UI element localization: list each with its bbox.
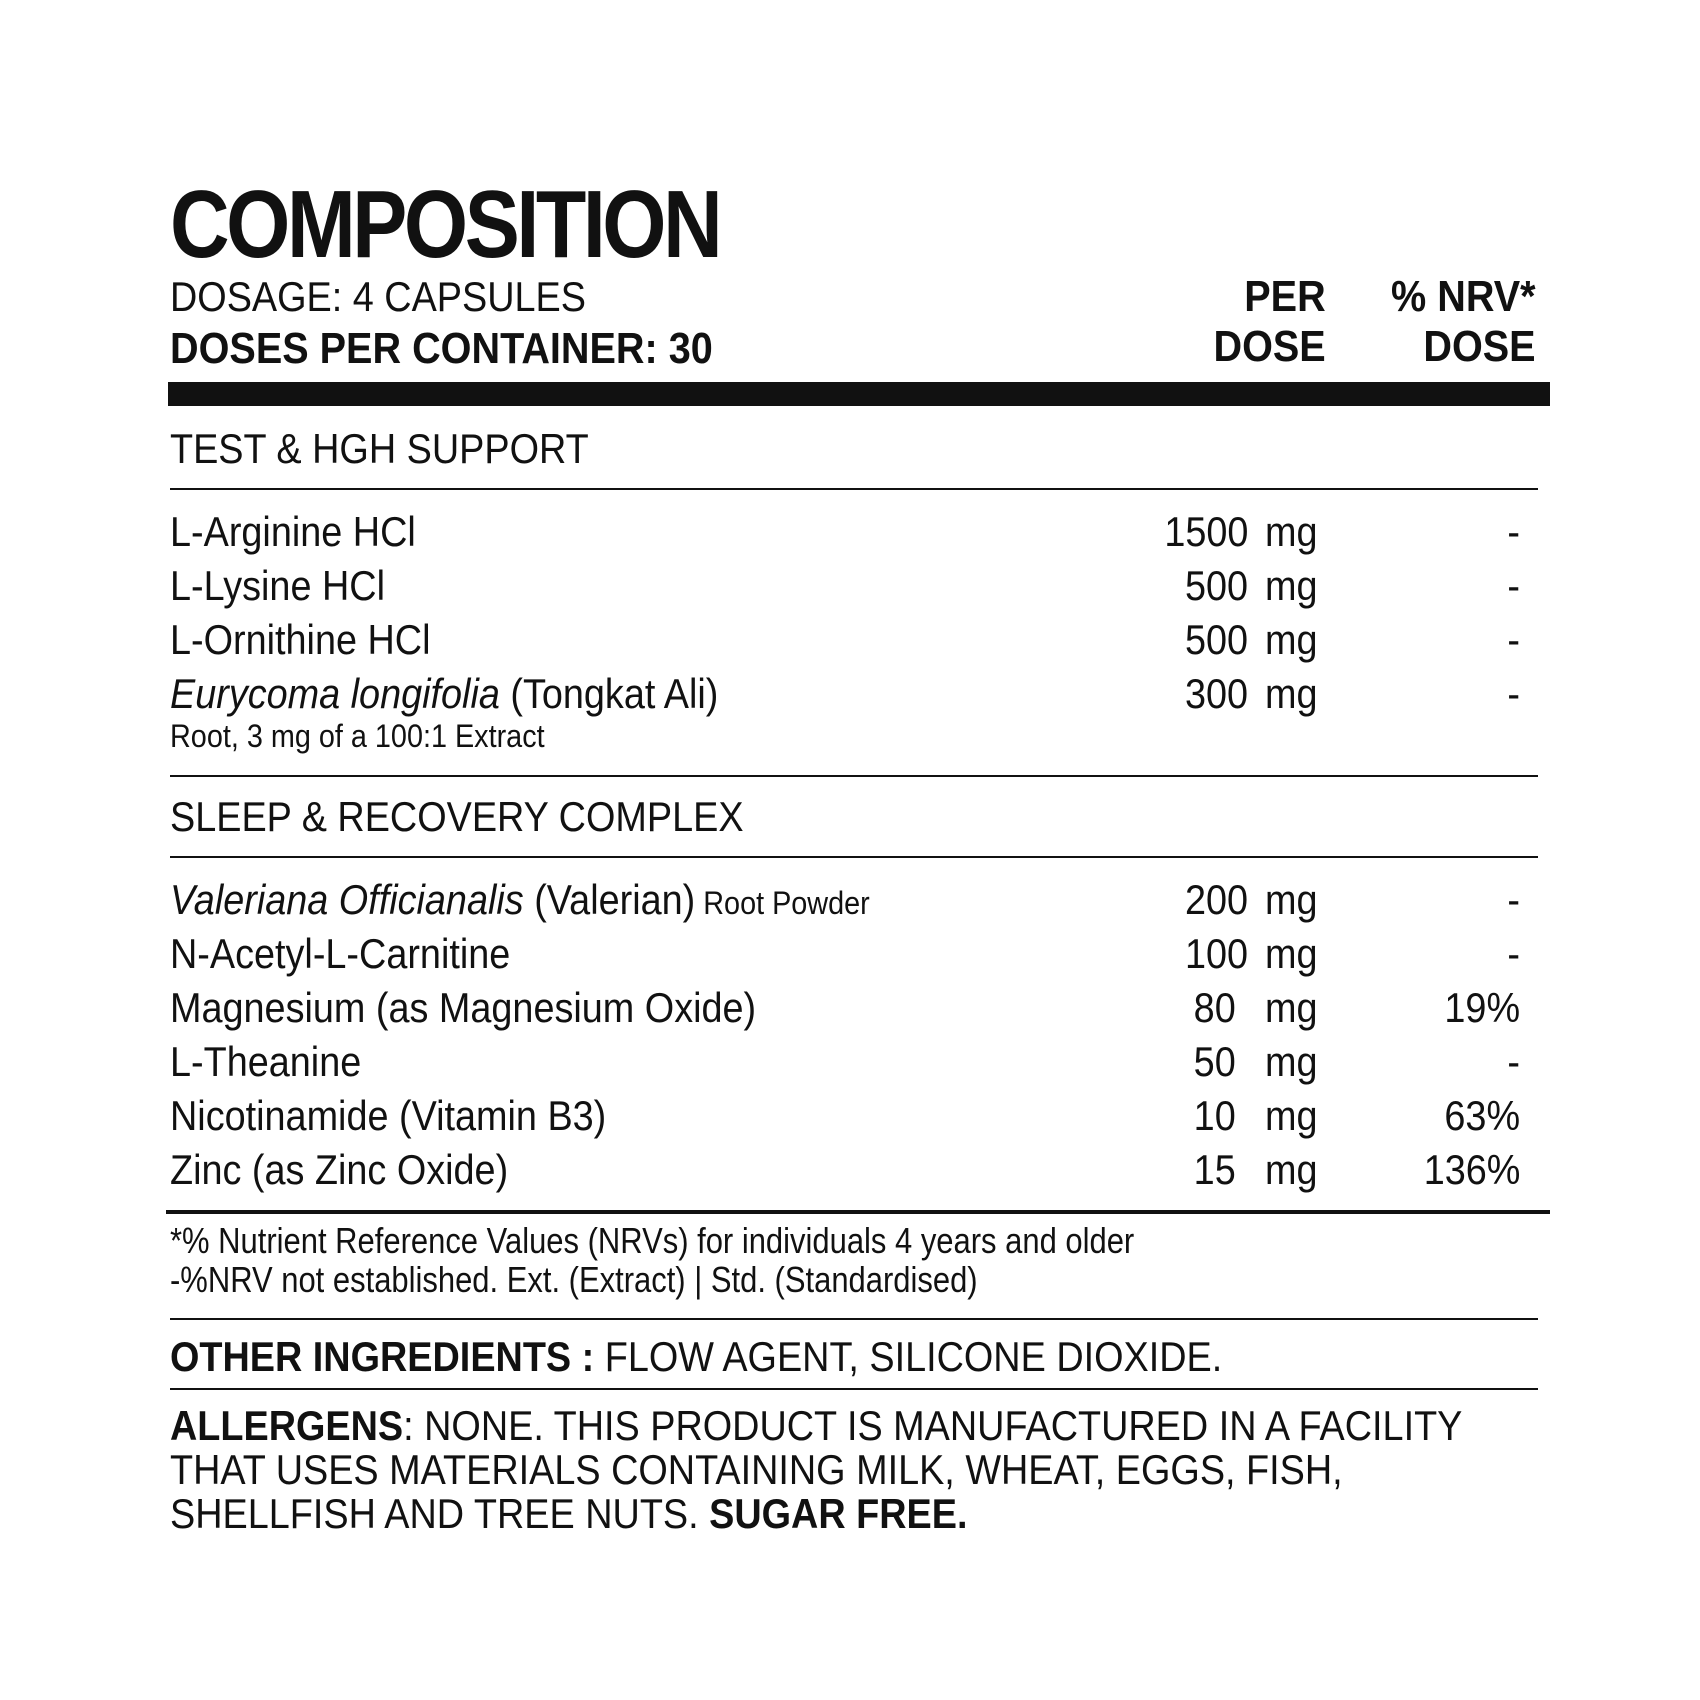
table-row: [170, 667, 1538, 721]
sugar-free-text: SUGAR FREE.: [709, 1490, 968, 1537]
ingredient-name-italic: Valeriana Officianalis: [170, 876, 524, 923]
ingredient-unit: mg: [1265, 876, 1318, 923]
per-dose-header-line1: PER: [1244, 272, 1326, 321]
ingredient-amount: 200: [1184, 876, 1248, 923]
ingredient-amount: 100: [1184, 930, 1248, 977]
ingredient-unit: mg: [1265, 1146, 1318, 1193]
ingredient-name: Zinc (as Zinc Oxide): [170, 1146, 509, 1193]
ingredient-name: L-Ornithine HCl: [170, 616, 431, 663]
section-title-sleep-recovery: SLEEP & RECOVERY COMPLEX: [170, 793, 744, 840]
table-row: [170, 613, 1538, 667]
table-row: [170, 505, 1538, 559]
composition-label: [170, 171, 1550, 1537]
dosage-text: DOSAGE: 4 CAPSULES: [170, 273, 586, 320]
page-title: COMPOSITION: [170, 171, 720, 278]
ingredient-name: L-Lysine HCl: [170, 562, 385, 609]
ingredient-amount: 10: [1193, 1092, 1236, 1139]
ingredient-unit: mg: [1265, 562, 1318, 609]
ingredient-nrv: 63%: [1444, 1092, 1520, 1139]
section-divider: [170, 856, 1538, 858]
per-dose-header: [1214, 272, 1326, 372]
ingredient-unit: mg: [1265, 670, 1318, 717]
ingredient-nrv: -: [1507, 930, 1520, 977]
ingredient-name: N-Acetyl-L-Carnitine: [170, 930, 511, 977]
allergens-label: ALLERGENS: [170, 1402, 404, 1449]
table-row: [170, 981, 1538, 1035]
footnote-abbreviations: -%NRV not established. Ext. (Extract) | Std. (Standardised): [170, 1259, 978, 1300]
ingredient-nrv: 19%: [1444, 984, 1520, 1031]
section-title-test-hgh: TEST & HGH SUPPORT: [170, 425, 589, 472]
ingredient-name: Magnesium (as Magnesium Oxide): [170, 984, 757, 1031]
table-bottom-divider: [166, 1210, 1550, 1214]
ingredient-name-italic: Eurycoma longifolia: [170, 670, 500, 717]
footnote-nrv: *% Nutrient Reference Values (NRVs) for individuals 4 years and older: [170, 1220, 1135, 1261]
ingredient-name: [170, 667, 718, 721]
table-row: [170, 927, 1538, 981]
ingredient-nrv: -: [1507, 670, 1520, 717]
ingredient-amount: 50: [1193, 1038, 1236, 1085]
ingredient-amount: 300: [1184, 670, 1248, 717]
ingredient-unit: mg: [1265, 616, 1318, 663]
doses-per-container-text: DOSES PER CONTAINER: 30: [170, 324, 713, 373]
ingredient-unit: mg: [1265, 1038, 1318, 1085]
other-ingredients-value: FLOW AGENT, SILICONE DIOXIDE.: [594, 1333, 1223, 1380]
ingredient-name-rest: (Tongkat Ali): [499, 670, 719, 717]
ingredient-amount: 500: [1184, 616, 1248, 663]
ingredient-amount: 1500: [1163, 508, 1248, 555]
ingredient-name-small: Root Powder: [695, 885, 870, 921]
ingredient-nrv: 136%: [1423, 1146, 1520, 1193]
ingredient-amount: 500: [1184, 562, 1248, 609]
other-ingredients-label: OTHER INGREDIENTS :: [170, 1333, 595, 1380]
table-row: [170, 1143, 1538, 1197]
section-divider: [170, 488, 1538, 490]
ingredient-nrv: -: [1507, 508, 1520, 555]
table-row: [170, 873, 1538, 927]
ingredient-unit: mg: [1265, 508, 1318, 555]
ingredient-nrv: -: [1507, 562, 1520, 609]
section-divider: [170, 1388, 1538, 1390]
ingredient-name: [170, 873, 870, 930]
ingredient-name: Nicotinamide (Vitamin B3): [170, 1092, 607, 1139]
section-divider: [170, 1318, 1538, 1320]
ingredient-nrv: -: [1507, 616, 1520, 663]
ingredient-name-rest: (Valerian): [523, 876, 696, 923]
table-row: [170, 1089, 1538, 1143]
ingredient-amount: 80: [1193, 984, 1236, 1031]
ingredient-note: Root, 3 mg of a 100:1 Extract: [170, 718, 545, 754]
ingredient-nrv: -: [1507, 1038, 1520, 1085]
label-header: [170, 272, 1550, 382]
ingredient-unit: mg: [1265, 1092, 1318, 1139]
table-row: [170, 559, 1538, 613]
ingredient-unit: mg: [1265, 930, 1318, 977]
allergens-statement: [170, 1404, 1556, 1536]
ingredient-name: L-Arginine HCl: [170, 508, 416, 555]
per-dose-header-line2: DOSE: [1213, 322, 1326, 371]
header-divider-thick: [168, 382, 1550, 406]
ingredient-name: L-Theanine: [170, 1038, 362, 1085]
nrv-header-line1: % NRV*: [1391, 272, 1536, 321]
other-ingredients: [170, 1332, 1222, 1382]
nrv-header: [1391, 272, 1536, 372]
allergens-text: : NONE. THIS PRODUCT IS MANUFACTURED IN A FACILITY THAT USES MATERIALS CONTAINING MILK, WHEAT, EGGS, FISH, SHELLFISH AND TREE NUTS.: [170, 1402, 1462, 1537]
ingredient-amount: 15: [1193, 1146, 1236, 1193]
ingredient-unit: mg: [1265, 984, 1318, 1031]
table-row: [170, 1035, 1538, 1089]
nrv-header-line2: DOSE: [1423, 322, 1536, 371]
ingredient-nrv: -: [1507, 876, 1520, 923]
section-divider: [170, 775, 1538, 777]
